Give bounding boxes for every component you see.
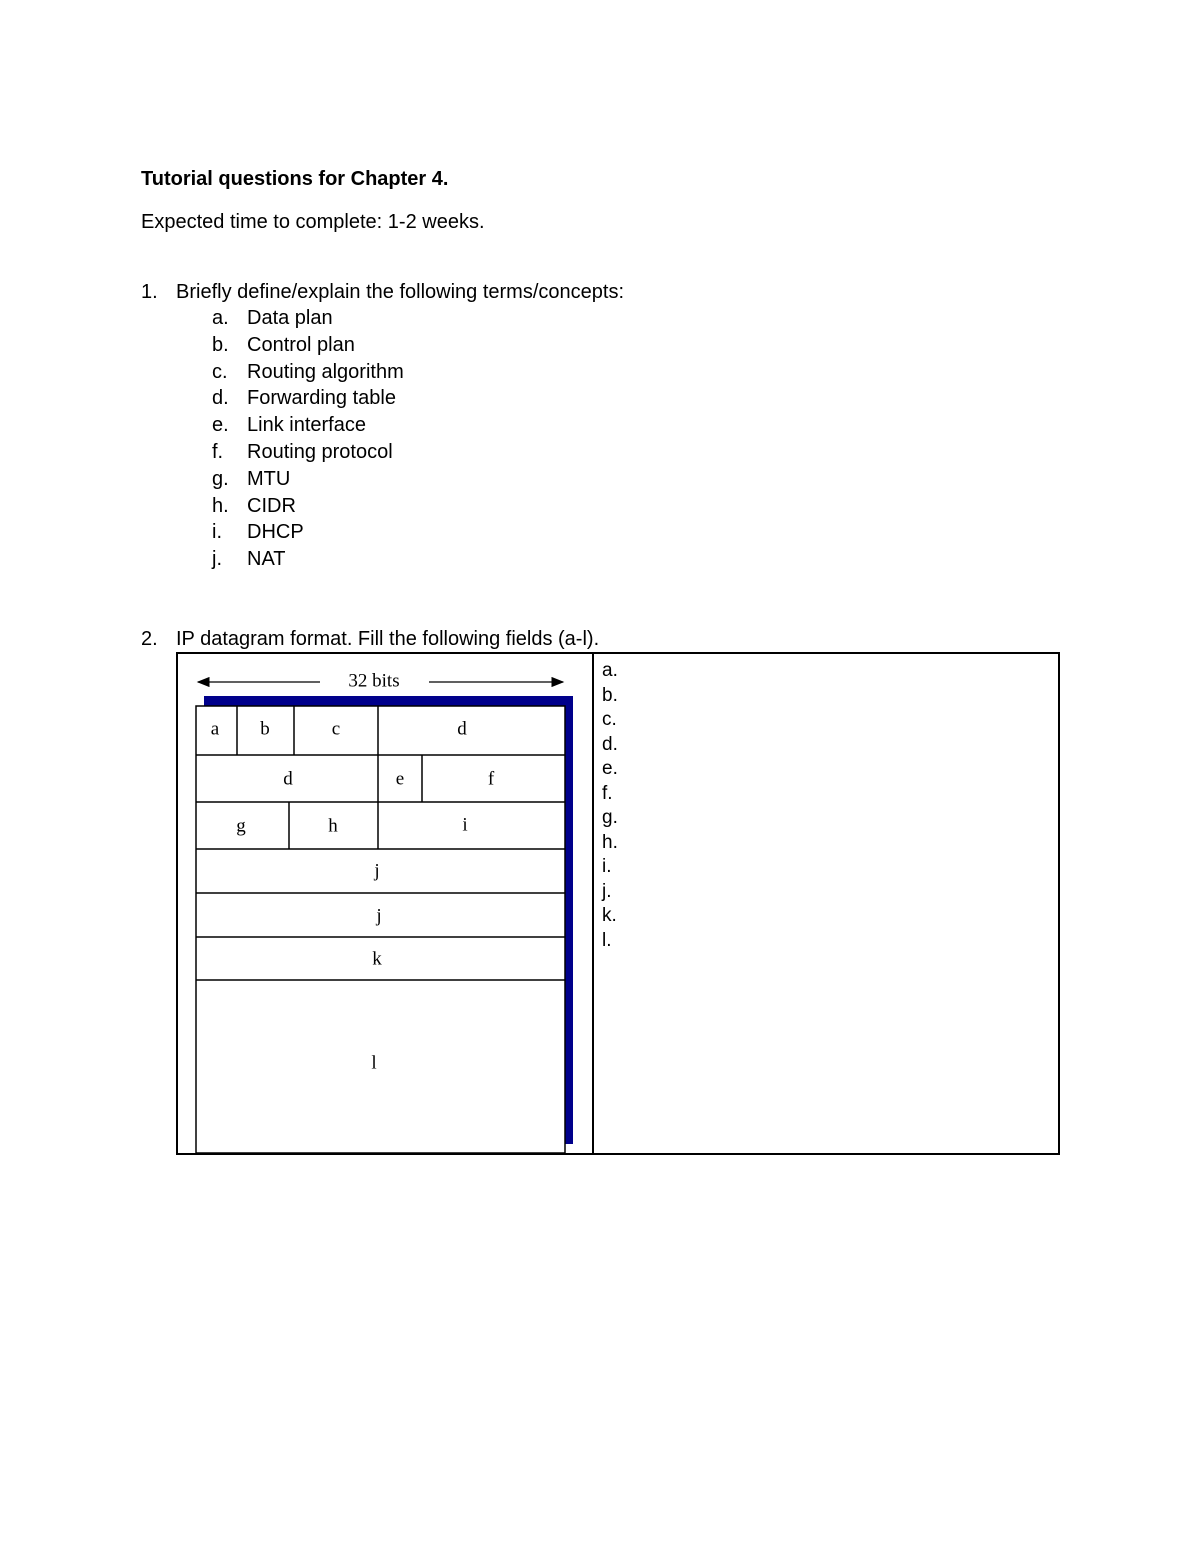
question-1-number: 1. [141, 281, 158, 303]
answer-item: e. [602, 758, 618, 779]
item-letter: h. [212, 494, 229, 517]
answer-item: g. [602, 807, 618, 828]
item-text: Routing algorithm [247, 360, 404, 383]
field-c-label: c [331, 718, 341, 740]
item-letter: a. [212, 307, 229, 329]
answer-item: l. [602, 929, 612, 951]
item-letter: c. [212, 360, 228, 383]
item-letter: e. [212, 414, 229, 437]
ip-datagram-diagram [178, 654, 592, 1154]
field-i-label: i [462, 814, 468, 836]
item-letter: i. [212, 521, 222, 544]
document-title: Tutorial questions for Chapter 4. [141, 168, 449, 190]
field-d-label: d [457, 718, 467, 740]
item-text: Link interface [247, 414, 366, 437]
item-letter: f. [212, 440, 224, 463]
field-h-label: h [328, 815, 338, 837]
item-text: Control plan [247, 333, 355, 356]
item-text: Routing protocol [247, 440, 393, 463]
answer-item: f. [602, 782, 613, 804]
field-f-label: f [487, 768, 495, 790]
width-label: 32 bits [348, 670, 400, 692]
answer-table [176, 652, 1060, 1155]
field-j-label: j [374, 860, 380, 882]
field-d-label-row2: d [283, 768, 293, 790]
answer-item: c. [602, 709, 617, 730]
item-letter: b. [212, 333, 229, 356]
answer-item: d. [602, 733, 618, 755]
field-b-label: b [260, 718, 270, 740]
item-letter: g. [212, 467, 229, 490]
item-text: CIDR [247, 494, 296, 517]
answer-item: k. [602, 905, 617, 926]
item-text: DHCP [247, 521, 304, 544]
field-k-label: k [372, 948, 382, 970]
item-text: Forwarding table [247, 387, 396, 410]
answer-item: b. [602, 684, 618, 706]
field-l-label: l [371, 1052, 377, 1074]
expected-time: Expected time to complete: 1-2 weeks. [141, 211, 485, 233]
question-1-text: Briefly define/explain the following terms/concepts: [176, 281, 625, 303]
field-a-label: a [210, 718, 220, 740]
answer-item: h. [602, 831, 618, 853]
table-divider [592, 654, 594, 1153]
field-g-label: g [236, 815, 246, 837]
item-letter: d. [212, 387, 229, 410]
answer-list [602, 659, 618, 953]
item-text: Data plan [247, 307, 333, 329]
answer-item: j. [602, 880, 612, 902]
field-e-label: e [395, 768, 405, 790]
question-2-text: IP datagram format. Fill the following fields (a-l). [176, 628, 600, 650]
answer-item: a. [602, 660, 618, 681]
item-letter: j. [212, 548, 222, 571]
question-2-number: 2. [141, 628, 158, 650]
item-text: MTU [247, 467, 291, 490]
answer-item: i. [602, 856, 612, 877]
field-j-label-row2: j [376, 905, 382, 927]
item-text: NAT [247, 548, 286, 571]
header-body [196, 706, 565, 1153]
